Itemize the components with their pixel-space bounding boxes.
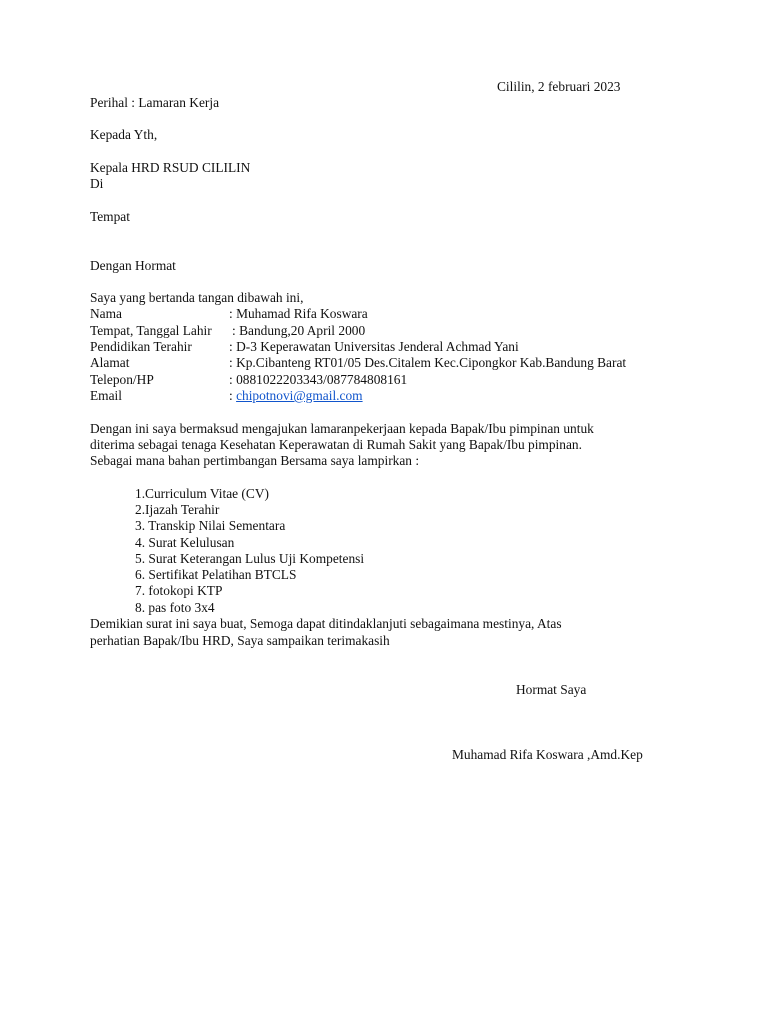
recipient: Kepala HRD RSUD CILILIN (90, 160, 251, 175)
detail-value: : Kp.Cibanteng RT01/05 Des.Citalem Kec.Cipongkor Kab.Bandung Barat (229, 355, 627, 370)
email-link[interactable]: chipotnovi@gmail.com (236, 388, 363, 403)
body-line: diterima sebagai tenaga Kesehatan Keperawatan di Rumah Sakit yang Bapak/Ibu pimpinan. (90, 437, 582, 452)
attachment-item: 1.Curriculum Vitae (CV) (135, 486, 269, 501)
detail-value: : Muhamad Rifa Koswara (229, 306, 368, 321)
signature-name: Muhamad Rifa Koswara ,Amd.Kep (452, 747, 643, 762)
intro-line: Saya yang bertanda tangan dibawah ini, (90, 290, 304, 305)
detail-label: Nama (90, 306, 122, 321)
closing-line: perhatian Bapak/Ibu HRD, Saya sampaikan terimakasih (90, 633, 390, 648)
detail-label: Pendidikan Terahir (90, 339, 192, 354)
detail-label: Tempat, Tanggal Lahir (90, 323, 212, 338)
place-date: Cililin, 2 februari 2023 (497, 79, 621, 94)
attachment-item: 4. Surat Kelulusan (135, 535, 235, 550)
detail-value: : Bandung,20 April 2000 (232, 323, 366, 338)
body-line: Sebagai mana bahan pertimbangan Bersama saya lampirkan : (90, 453, 420, 468)
detail-label: Telepon/HP (90, 372, 154, 387)
attachment-item: 6. Sertifikat Pelatihan BTCLS (135, 567, 297, 582)
detail-value: : D-3 Keperawatan Universitas Jenderal Achmad Yani (229, 339, 519, 354)
recipient-place: Tempat (90, 209, 130, 224)
greeting: Dengan Hormat (90, 258, 176, 273)
email-separator: : (229, 388, 237, 403)
attachment-item: 7. fotokopi KTP (135, 583, 223, 598)
attachment-item: 5. Surat Keterangan Lulus Uji Kompetensi (135, 551, 365, 566)
email-row (229, 388, 363, 404)
attachment-item: 8. pas foto 3x4 (135, 600, 215, 615)
subject-line: Perihal : Lamaran Kerja (90, 95, 220, 110)
body-line: Dengan ini saya bermaksud mengajukan lamaranpekerjaan kepada Bapak/Ibu pimpinan untuk (90, 421, 594, 436)
salutation-to: Kepada Yth, (90, 127, 158, 142)
recipient-di: Di (90, 176, 104, 191)
detail-value: : 0881022203343/087784808161 (229, 372, 408, 387)
regards: Hormat Saya (516, 682, 587, 697)
detail-label: Alamat (90, 355, 130, 370)
attachment-item: 3. Transkip Nilai Sementara (135, 518, 286, 533)
detail-label: Email (90, 388, 122, 403)
attachment-item: 2.Ijazah Terahir (135, 502, 220, 517)
closing-line: Demikian surat ini saya buat, Semoga dapat ditindaklanjuti sebagaimana mestinya, Atas (90, 616, 562, 631)
